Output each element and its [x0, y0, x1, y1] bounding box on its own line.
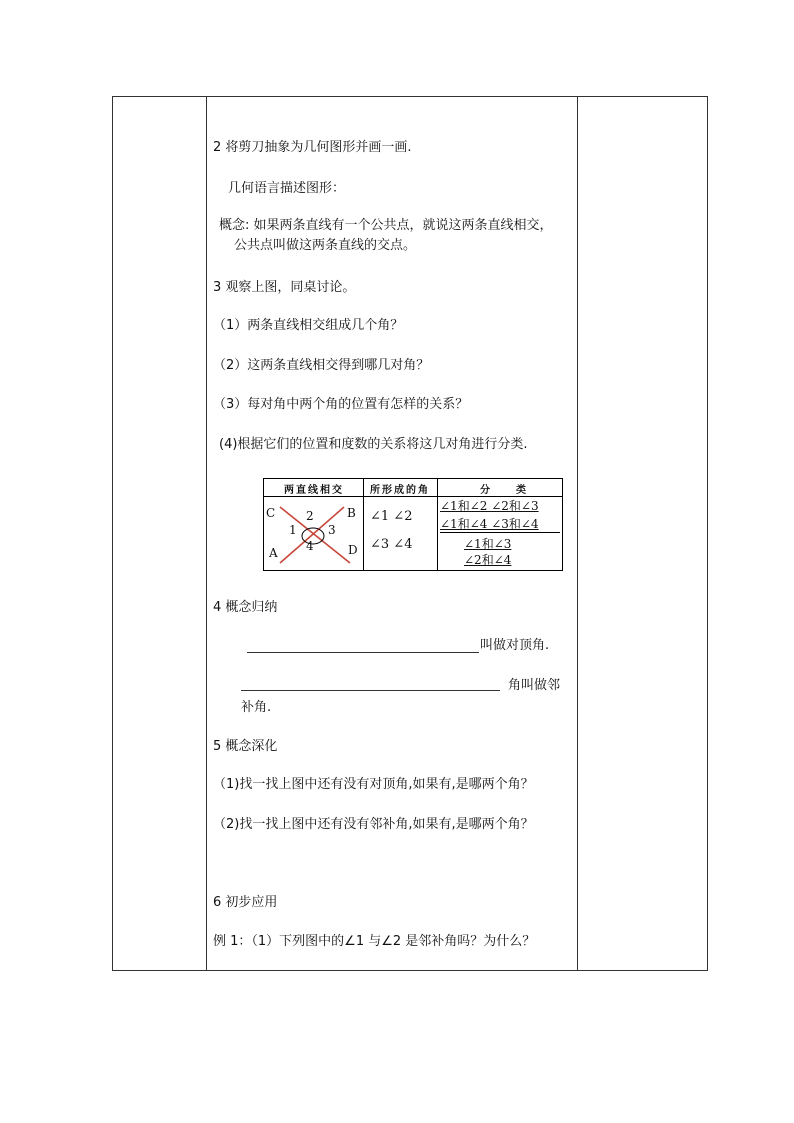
concept-line-1: 概念: 如果两条直线有一个公共点，就说这两条直线相交，: [219, 218, 553, 233]
step4-text: 4 概念归纳: [213, 600, 278, 615]
angle-2-label: 2: [306, 509, 314, 523]
formed-angles-2: ∠3 ∠4: [370, 537, 413, 552]
classification-adjacent-1: ∠1和∠2 ∠2和∠3: [440, 499, 539, 513]
column-divider-right: [577, 96, 578, 971]
question-1: （1）两条直线相交组成几个角？: [213, 318, 404, 333]
classification-vertical-1: ∠1和∠3: [464, 537, 512, 551]
angle-1-label: 1: [289, 523, 297, 537]
step2-text: 2 将剪刀抽象为几何图形并画一画.: [213, 140, 412, 155]
column-divider-left: [206, 96, 207, 971]
question-2: （2）这两条直线相交得到哪几对角？: [213, 358, 430, 373]
classification-adjacent-2: ∠1和∠4 ∠3和∠4: [440, 517, 539, 531]
table-header-angles: 所形成的角: [370, 485, 430, 496]
example-1: 例 1：（1）下列图中的∠1 与∠2 是邻补角吗？为什么？: [213, 934, 536, 949]
angle-classification-table: [263, 478, 563, 571]
point-c-label: C: [266, 506, 276, 520]
point-d-label: D: [348, 543, 358, 557]
angle-3-label: 3: [328, 523, 336, 537]
classification-vertical-2: ∠2和∠4: [464, 553, 512, 567]
question-3: （3）每对角中两个角的位置有怎样的关系？: [213, 397, 469, 412]
table-header-lines: 两直线相交: [284, 485, 344, 496]
table-col-divider-2: [437, 479, 438, 570]
step6-text: 6 初步应用: [213, 895, 278, 910]
fill-blank-2-suffix: 角叫做邻: [508, 678, 561, 693]
fill-blank-2-continuation: 补角.: [241, 700, 272, 715]
fill-blank-2[interactable]: [241, 690, 500, 691]
point-a-label: A: [269, 546, 278, 560]
deepen-question-2: （2)找一找上图中还有没有邻补角,如果有,是哪两个角？: [213, 817, 534, 832]
fill-blank-1[interactable]: [247, 652, 479, 653]
geometry-description-label: 几何语言描述图形：: [228, 181, 346, 196]
angle-4-label: 4: [306, 539, 314, 553]
step5-text: 5 概念深化: [213, 739, 278, 754]
classification-divider: [440, 532, 560, 533]
question-4: (4)根据它们的位置和度数的关系将这几对角进行分类.: [219, 437, 528, 452]
deepen-question-1: （1)找一找上图中还有没有对顶角,如果有,是哪两个角？: [213, 777, 534, 792]
concept-line-2: 公共点叫做这两条直线的交点。: [234, 238, 417, 253]
fill-blank-1-suffix: 叫做对顶角.: [480, 638, 550, 653]
table-col-divider-1: [363, 479, 364, 570]
formed-angles-1: ∠1 ∠2: [370, 509, 413, 524]
point-b-label: B: [347, 506, 356, 520]
table-header-classification: 分 类: [480, 485, 528, 496]
step3-text: 3 观察上图，同桌讨论。: [213, 280, 356, 295]
